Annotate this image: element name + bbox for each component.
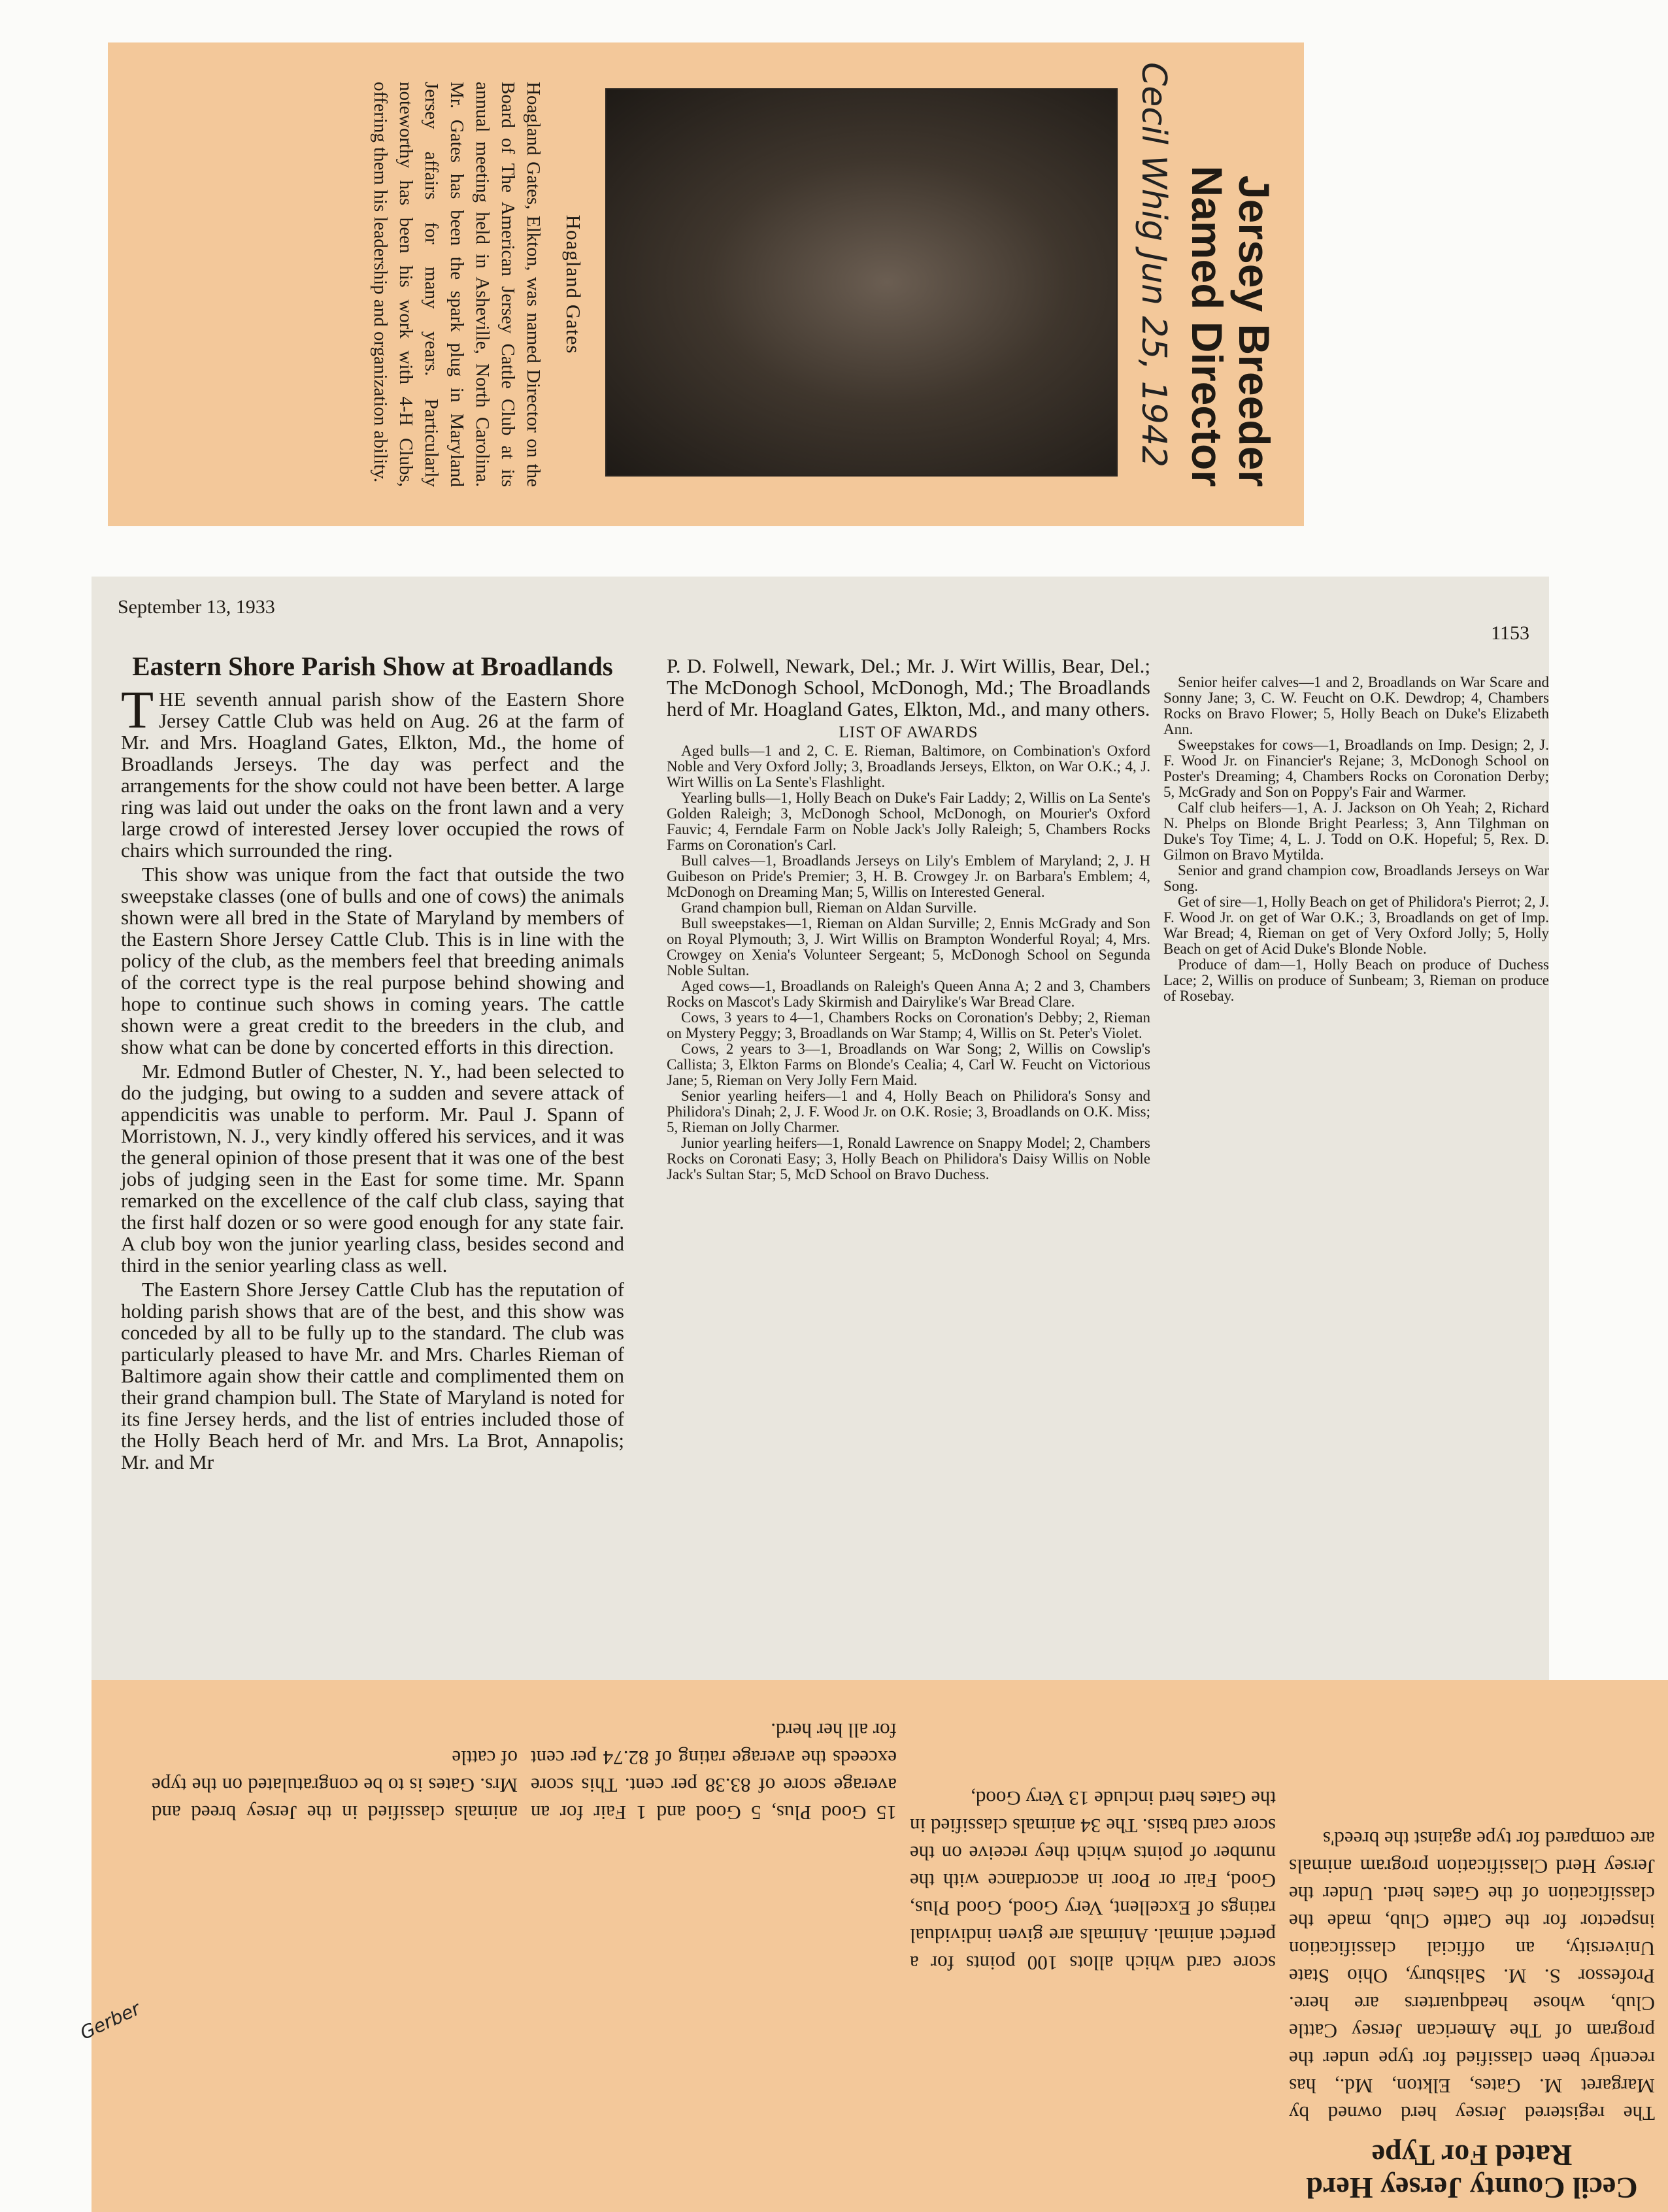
article-column-3: 15 Good Plus, 5 Good and 1 Fair for an average score of 83.38 per cent. This score exceeds the average rating of 82.74 per cent for all her herd. — [531, 1719, 897, 1824]
article-column-2 — [667, 655, 1150, 1182]
award-entry: Senior and grand champion cow, Broadlands Jerseys on War Song. — [1163, 862, 1549, 894]
handwritten-note: Cecil Whig Jun 25, 1942 — [1134, 62, 1173, 468]
award-entry: Aged bulls—1 and 2, C. E. Rieman, Baltimore, on Combination's Oxford Noble and Very Oxford Jolly; 3, Broadlands Jerseys, Elkton, on War O.K.; 4, J. Wirt Willis on La Sente's Flashlight. — [667, 743, 1150, 790]
article-body: Hoagland Gates, Elkton, was named Director on the Board of The American Jersey Cattle Club at its annual meeting held in Asheville, North Carolina. Mr. Gates has been the spark plug in Maryland Jersey affairs for many years. Particularly noteworthy has been his work with 4-H Clubs, offering them his leadership and organization ability. — [370, 82, 544, 487]
clipping-rotated-content — [108, 42, 1304, 526]
article-column-1 — [121, 652, 624, 1475]
page-number: 1153 — [1491, 622, 1529, 644]
article-column-1: The registered Jersey herd owned by Margaret M. Gates, Elkton, Md., has recently been classified for type under the program of The American Jersey Cattle Club, whose headquarters are here. Professor S. M. Salisbury, Ohio State University, an official classification inspector for the Cattle Club, made the classification of the Gates herd. Under the Jersey Herd Classification program animals are compared for type against the breed's — [1289, 1828, 1655, 2125]
clipping-jersey-breeder — [108, 42, 1304, 526]
portrait-photo — [605, 88, 1118, 477]
award-entry: Senior yearling heifers—1 and 4, Holly Beach on Philidora's Sonsy and Philidora's Dinah; 2, J. F. Wood Jr. on O.K. Rosie; 3, Broadlands on O.K. Miss; 5, Rieman on Jolly Charmer. — [667, 1088, 1150, 1135]
award-entry: Senior heifer calves—1 and 2, Broadlands on War Scare and Sonny Jane; 3, C. W. Feucht on O.K. Dewdrop; 4, Chambers Rocks on Bravo Flower; 5, Holly Beach on Duke's Elizabeth Ann. — [1163, 674, 1549, 737]
headline — [1180, 82, 1278, 487]
article-headline: Cecil County Jersey Herd Rated For Type — [1306, 2139, 1638, 2205]
award-entry: Get of sire—1, Holly Beach on get of Philidora's Pierrot; 2, J. F. Wood Jr. on get of War O.K.; 3, Broadlands on get of Imp. War Bread; 4, Rieman on get of Very Oxford Jolly; 5, Holly Beach on get of Acid Duke's Blonde Noble. — [1163, 894, 1549, 957]
award-entry: Bull sweepstakes—1, Rieman on Aldan Surville; 2, Ennis McGrady and Son on Royal Plymouth; 3, J. Wirt Willis on Brampton Wonderful Royal; 4, Mrs. Crowgey on Xenia's Volunteer Sergeant; 5, McDonogh School on Segunda Noble Sultan. — [667, 915, 1150, 979]
awards-heading: LIST OF AWARDS — [839, 724, 978, 741]
award-entry: Bull calves—1, Broadlands Jerseys on Lily's Emblem of Maryland; 2, J. H Guibeson on Pride's Premier; 3, H. B. Crowgey Jr. on Barbara's Emblem; 4, McDonogh on Dreaming Man; 5, Willis on Interested General. — [667, 852, 1150, 900]
article-paragraph: The Eastern Shore Jersey Cattle Club has the reputation of holding parish shows that are of the best, and this show was conceded by all to be fully up to the standard. The club was particularly pleased to have Mr. and Mrs. Charles Rieman of Baltimore again show their cattle and complimented them on their grand champion bull. The State of Maryland is noted for its fine Jersey herds, and the list of entries included those of the Holly Beach herd of Mr. and Mrs. La Brot, Annapolis; Mr. and Mr — [121, 1278, 624, 1473]
award-entry: Produce of dam—1, Holly Beach on produce of Duchess Lace; 2, Willis on produce of Sunbeam; 3, Rieman on produce of Rosebay. — [1163, 956, 1549, 1004]
article-column-4: animals classified in the Jersey breed and Mrs. Gates is to be congratulated on the type of cattle — [152, 1747, 518, 1824]
award-entry: Junior yearling heifers—1, Ronald Lawrence on Snappy Model; 2, Chambers Rocks on Coronati Easy; 3, Holly Beach on Philidora's Daisy Willis on Noble Jack's Sultan Star; 5, McD School on Bravo Duchess. — [667, 1135, 1150, 1182]
article-headline: Eastern Shore Parish Show at Broadlands — [132, 651, 613, 681]
article-paragraph: P. D. Folwell, Newark, Del.; Mr. J. Wirt Willis, Bear, Del.; The McDonogh School, McDonogh, Md.; The Broadlands herd of Mr. Hoagland Gates, Elkton, Md., and many others. — [667, 654, 1150, 720]
article-column-2: score card which allots 100 points for a perfect animal. Animals are given individual ratings of Excellent, Very Good, Good Plus, Good, Fair or Poor in accordance with the number of points which they receive on the score card basis. The 34 animals classified in the Gates herd include 13 Very Good, — [910, 1787, 1276, 1975]
award-entry: Cows, 3 years to 4—1, Chambers Rocks on Coronation's Debby; 2, Rieman on Mystery Peggy; 3, Broadlands on War Stamp; 4, Willis on St. Peter's Violet. — [667, 1009, 1150, 1041]
clipping-herd-rated — [92, 1680, 1668, 2212]
clipping-rotated-content — [92, 1680, 1668, 2212]
handwritten-note: Gerber — [76, 1998, 144, 2044]
photo-caption: Hoagland Gates — [562, 214, 585, 354]
award-entry: Yearling bulls—1, Holly Beach on Duke's Fair Laddy; 2, Willis on La Sente's Golden Raleigh; 3, McDonogh School, McDonogh, on Mourier's Oxford Fauvic; 4, Ferndale Farm on Noble Jack's Jolly Raleigh; 5, Chambers Rocks Farms on Coronation's Carl. — [667, 790, 1150, 853]
headline-line-1: Jersey Breeder — [1230, 175, 1278, 487]
article-column-3 — [1163, 675, 1549, 1004]
award-entry: Grand champion bull, Rieman on Aldan Surville. — [681, 899, 977, 916]
award-entry: Calf club heifers—1, A. J. Jackson on Oh Yeah; 2, Richard N. Phelps on Blonde Bright Pearless; 3, Ann Tilghman on Duke's Toy Time; 4, L. J. Todd on O.K. Hopeful; 5, Rex. D. Gilmon on Bravo Mytilda. — [1163, 799, 1549, 863]
award-entry: Cows, 2 years to 3—1, Broadlands on War Song; 2, Willis on Cowslip's Callista; 3, Elkton Farms on Blonde's Cealia; 4, Carl W. Feucht on Victorious Jane; 5, Rieman on Very Jolly Fern Maid. — [667, 1041, 1150, 1088]
award-entry: Sweepstakes for cows—1, Broadlands on Imp. Design; 2, J. F. Wood Jr. on Financier's Rejane; 3, McDonogh School on Poster's Dreaming; 4, Chambers Rocks on Coronation Derby; 5, McGrady and Son on Poppy's Fair and Warmer. — [1163, 737, 1549, 800]
article-paragraph: THE seventh annual parish show of the Eastern Shore Jersey Cattle Club was held on Aug. 26 at the farm of Mr. and Mrs. Hoagland Gates, Elkton, Md., the home of Broadlands Jerseys. The day was perfect and the arrangements for the show could not have been better. A large ring was laid out under the oaks on the front lawn and a very large crowd of interested Jersey lover occupied the rows of chairs which surrounded the ring. — [121, 680, 624, 862]
article-paragraph: Mr. Edmond Butler of Chester, N. Y., had been selected to do the judging, but owing to a sudden and severe attack of appendicitis was unable to perform. Mr. Paul J. Spann of Morristown, N. J., very kindly offered his services, and it was the general opinion of those present that it was one of the best jobs of judging seen in the East for some time. Mr. Spann remarked on the excellence of the calf club class, saying that the first half dozen or so were good enough for any state fair. A club boy won the junior yearling class, besides second and third in the senior yearling class as well. — [121, 1060, 624, 1277]
issue-date: September 13, 1933 — [118, 596, 275, 618]
article-paragraph: This show was unique from the fact that outside the two sweepstake classes (one of bulls and one of cows) the animals shown were all bred in the State of Maryland by members of the Eastern Shore Jersey Cattle Club. This is in line with the policy of the club, as the members feel that breeding animals of the correct type is the real purpose behind showing and hope to continue such shows in coming years. The cattle shown were a great credit to the breeders in the club, and show what can be done by concerted efforts in this direction. — [121, 863, 624, 1058]
award-entry: Aged cows—1, Broadlands on Raleigh's Queen Anna A; 2 and 3, Chambers Rocks on Mascot's Lady Skirmish and Dairylike's War Bread Clare. — [667, 978, 1150, 1010]
headline-line-2: Named Director — [1183, 165, 1231, 487]
